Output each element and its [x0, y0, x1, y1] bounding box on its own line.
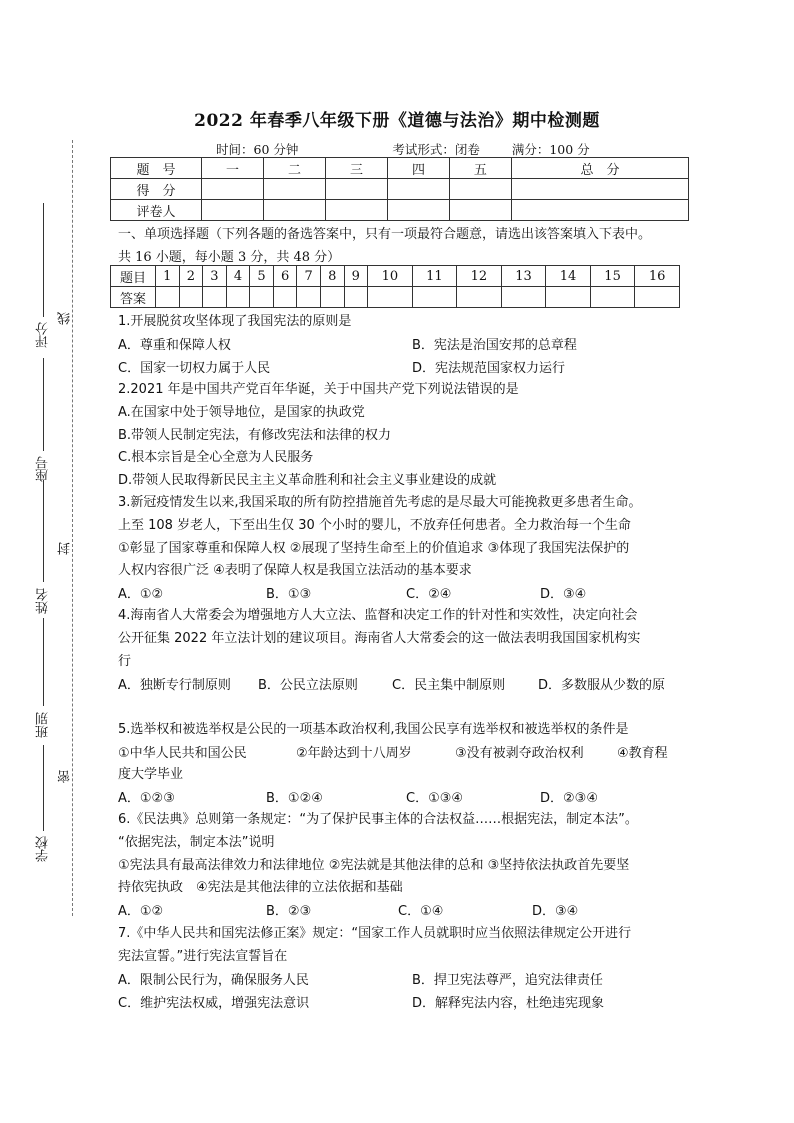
exam-info [216, 140, 590, 158]
q2-option-d: D.带领人民取得新民民主主义革命胜利和社会主义事业建设的成就 [118, 473, 497, 488]
q3-option-a: A．①② [118, 587, 164, 602]
q7-option-b: B．捍卫宪法尊严，追究法律责任 [412, 973, 603, 988]
question-number-cell: 4 [226, 266, 250, 287]
q5-option-b: B．①②④ [266, 791, 323, 806]
question-1-stem: 1.开展脱贫攻坚体现了我国宪法的原则是 [118, 314, 352, 329]
exam-full-score: 满分：100 分 [511, 142, 590, 157]
question-number-cell: 11 [412, 266, 457, 287]
side-blank-xingming [43, 480, 44, 582]
question-4-line-2: 公开征集 2022 年立法计划的建议项目。海南省人大常委会的这一做法表明我国国家机构实 [118, 631, 641, 646]
q1-option-d: D．宪法规范国家权力运行 [412, 361, 566, 376]
q2-option-c: C.根本宗旨是全心全意为人民服务 [118, 450, 314, 465]
question-6-line-2: “依据宪法，制定本法”说明 [118, 835, 275, 850]
grader-cell[interactable] [325, 200, 387, 221]
answer-cell[interactable] [457, 287, 502, 308]
q5-option-a: A．①②③ [118, 791, 175, 806]
question-3-line-2: 上至 108 岁老人，下至出生仅 30 个小时的婴儿，不放弃任何患者。全力救治每一个生命 [118, 518, 631, 533]
q5-item-3: ③没有被剥夺政治权利 [455, 746, 584, 761]
grader-cell[interactable] [202, 200, 264, 221]
score-cell[interactable] [325, 179, 387, 200]
score-table-score-row [111, 179, 689, 200]
answer-cell[interactable] [501, 287, 546, 308]
side-blank-xuexiao [43, 745, 44, 831]
q6-option-c: C．①④ [398, 904, 444, 919]
score-header-cell: 题 号 [111, 158, 202, 179]
question-number-cell: 3 [203, 266, 227, 287]
question-number-cell: 13 [501, 266, 546, 287]
score-header-cell: 四 [387, 158, 449, 179]
score-table-grader-row [111, 200, 689, 221]
answer-cell[interactable] [546, 287, 591, 308]
answer-row-label-a: 答案 [111, 287, 156, 308]
section-1-line-1: 一、单项选择题（下列各题的备选答案中，只有一项最符合题意，请选出该答案填入下表中。 [118, 227, 652, 242]
question-number-cell: 1 [156, 266, 180, 287]
side-label-banbie: 班别 [36, 712, 51, 738]
answer-table-answer-row [111, 287, 680, 308]
answer-cell[interactable] [250, 287, 274, 308]
q5-option-c: C．①③④ [406, 791, 464, 806]
question-number-cell: 6 [273, 266, 297, 287]
question-number-cell: 9 [344, 266, 368, 287]
side-label-xingming: 姓名 [36, 588, 51, 614]
grader-cell[interactable] [263, 200, 325, 221]
score-cell[interactable] [263, 179, 325, 200]
answer-cell[interactable] [297, 287, 321, 308]
score-header-cell: 三 [325, 158, 387, 179]
answer-cell[interactable] [344, 287, 368, 308]
section-1-instructions [118, 224, 690, 269]
question-7-line-1: 7.《中华人民共和国宪法修正案》规定：“国家工作人员就职时应当依照法律规定公开进行 [118, 926, 632, 941]
score-cell[interactable] [511, 179, 688, 200]
side-blank-pingfen [43, 203, 44, 317]
question-number-cell: 16 [635, 266, 680, 287]
question-number-cell: 15 [590, 266, 635, 287]
side-label-zuohao: 座号 [36, 456, 51, 482]
grader-row-label: 评卷人 [111, 200, 202, 221]
question-5-line-3: 度大学毕业 [118, 767, 184, 782]
answer-cell[interactable] [320, 287, 344, 308]
q7-option-c: C．维护宪法权威，增强宪法意识 [118, 996, 310, 1011]
question-6-line-3: ①宪法具有最高法律效力和法律地位 ②宪法就是其他法律的总和 ③坚持依法执政首先要坚 [118, 858, 630, 873]
score-row-label: 得 分 [111, 179, 202, 200]
q5-item-1: ①中华人民共和国公民 [118, 746, 247, 761]
exam-time: 时间：60 分钟 [216, 142, 299, 157]
grader-cell[interactable] [511, 200, 688, 221]
answer-cell[interactable] [203, 287, 227, 308]
question-number-cell: 7 [297, 266, 321, 287]
q5-item-2: ②年龄达到十八周岁 [296, 746, 412, 761]
side-blank-banbie [43, 618, 44, 706]
question-3-line-1: 3.新冠疫情发生以来,我国采取的所有防控措施首先考虑的是尽最大可能挽救更多患者生命。 [118, 495, 642, 510]
side-label-xian: 线 [58, 312, 73, 325]
q7-option-a: A．限制公民行为，确保服务人民 [118, 973, 309, 988]
answer-cell[interactable] [368, 287, 413, 308]
answer-cell[interactable] [412, 287, 457, 308]
question-number-cell: 12 [457, 266, 502, 287]
answer-cell[interactable] [590, 287, 635, 308]
question-number-cell: 5 [250, 266, 274, 287]
q4-option-c: C．民主集中制原则 [392, 678, 506, 693]
question-5-line-1: 5.选举权和被选举权是公民的一项基本政治权利,我国公民享有选举权和被选举权的条件是 [118, 722, 629, 737]
q5-item-4: ④教育程 [617, 746, 668, 761]
q3-option-d: D．③④ [540, 587, 587, 602]
answer-cell[interactable] [273, 287, 297, 308]
side-label-pingfen: 评分 [36, 322, 51, 348]
score-header-cell: 五 [449, 158, 511, 179]
answer-cell[interactable] [156, 287, 180, 308]
question-3-line-4: 人权内容很广泛 ④表明了保障人权是我国立法活动的基本要求 [118, 563, 472, 578]
section-1-line-2: 共 16 小题，每小题 3 分，共 48 分） [118, 249, 341, 265]
question-number-cell: 14 [546, 266, 591, 287]
score-header-cell: 总 分 [511, 158, 688, 179]
question-number-cell: 8 [320, 266, 344, 287]
answer-cell[interactable] [226, 287, 250, 308]
q4-option-d: D．多数服从少数的原 [538, 678, 666, 693]
exam-title: 2022 年春季八年级下册《道德与法治》期中检测题 [194, 111, 600, 131]
grader-cell[interactable] [387, 200, 449, 221]
score-cell[interactable] [449, 179, 511, 200]
question-2-stem: 2.2021 年是中国共产党百年华诞，关于中国共产党下列说法错误的是 [118, 382, 519, 397]
question-6-line-4: 持依宪执政 ④宪法是其他法律的立法依据和基础 [118, 880, 403, 895]
grader-cell[interactable] [449, 200, 511, 221]
question-4-line-3: 行 [118, 654, 132, 669]
question-number-cell: 10 [368, 266, 413, 287]
question-6-line-1: 6.《民法典》总则第一条规定：“为了保护民事主体的合法权益……根据宪法，制定本法”。 [118, 812, 638, 827]
side-label-mi: 密 [58, 770, 73, 783]
q1-option-a: A．尊重和保障人权 [118, 338, 231, 353]
q6-option-b: B．②③ [266, 904, 312, 919]
answer-cell[interactable] [179, 287, 203, 308]
q6-option-d: D．③④ [532, 904, 579, 919]
question-3-line-3: ①彰显了国家尊重和保障人权 ②展现了坚持生命至上的价值追求 ③体现了我国宪法保护的 [118, 541, 630, 556]
side-label-xuexiao: 学校 [36, 836, 51, 862]
answer-cell[interactable] [635, 287, 680, 308]
answer-table [110, 265, 680, 308]
q2-option-b: B.带领人民制定宪法，有修改宪法和法律的权力 [118, 428, 392, 443]
q4-option-b: B．公民立法原则 [258, 678, 358, 693]
side-blank-zuohao [43, 358, 44, 451]
question-7-line-2: 宪法宣誓。”进行宪法宣誓旨在 [118, 949, 288, 964]
score-cell[interactable] [202, 179, 264, 200]
score-table [110, 157, 689, 221]
question-number-cell: 2 [179, 266, 203, 287]
q2-option-a: A.在国家中处于领导地位，是国家的执政党 [118, 405, 365, 420]
q1-option-c: C．国家一切权力属于人民 [118, 361, 271, 376]
q6-option-a: A．①② [118, 904, 164, 919]
answer-row-label-q: 题目 [111, 266, 156, 287]
score-header-cell: 二 [263, 158, 325, 179]
q1-option-b: B．宪法是治国安邦的总章程 [412, 338, 577, 353]
binding-line [72, 140, 73, 916]
q5-option-d: D．②③④ [540, 791, 598, 806]
side-label-feng: 封 [58, 542, 73, 555]
score-cell[interactable] [387, 179, 449, 200]
q3-option-c: C．②④ [406, 587, 452, 602]
exam-form: 考试形式：闭卷 [392, 142, 480, 157]
q4-option-a: A．独断专行制原则 [118, 678, 231, 693]
answer-table-number-row [111, 266, 680, 287]
score-header-cell: 一 [202, 158, 264, 179]
question-4-line-1: 4.海南省人大常委会为增强地方人大立法、监督和决定工作的针对性和实效性，决定向社会 [118, 608, 638, 623]
q3-option-b: B．①③ [266, 587, 312, 602]
score-table-header-row [111, 158, 689, 179]
q7-option-d: D．解释宪法内容，杜绝违宪现象 [412, 996, 605, 1011]
